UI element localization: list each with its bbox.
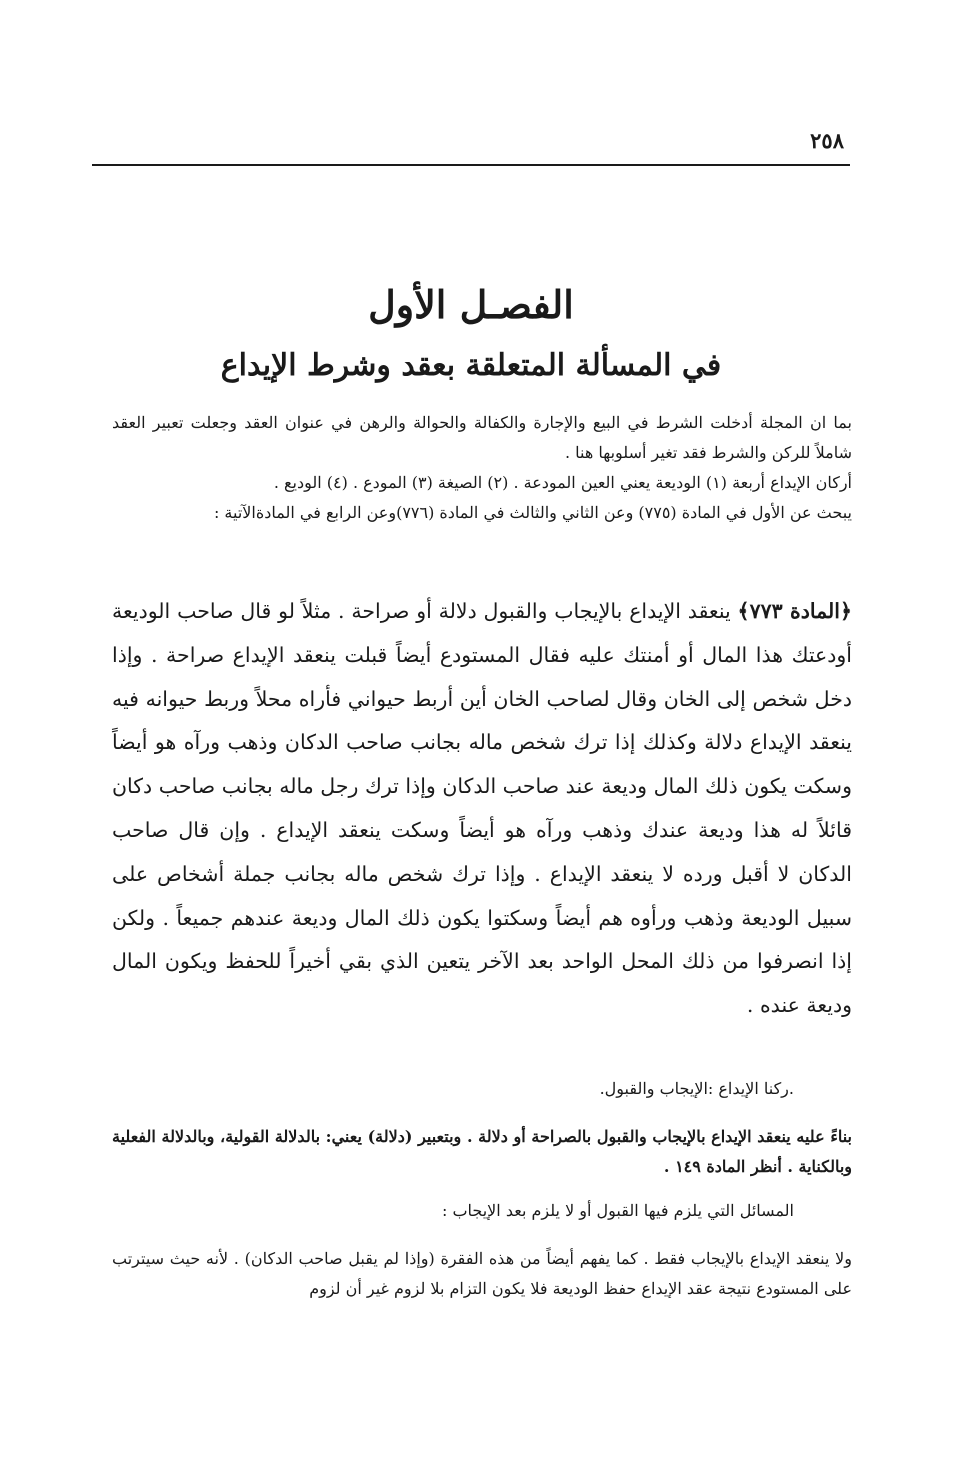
intro-paragraph: أركان الإيداع أربعة (١) الوديعة يعني العين المودعة . (٢) الصيغة (٣) المودع . (٤) الوديع . [273, 473, 852, 492]
article-paragraph [112, 590, 852, 1028]
commentary-paragraph: ولا ينعقد الإيداع بالإيجاب فقط . كما يفهم أيضاً من هذه الفقرة (وإذا لم يقبل صاحب الدكان) . لأنه حيث سيترتب على المستودع نتيجة عقد الإيداع حفظ الوديعة فلا يكون التزام بلا لزوم غير أن لزوم [112, 1249, 852, 1298]
article-text: ينعقد الإيداع بالإيجاب والقبول دلالة أو صراحة . مثلاً لو قال صاحب الوديعة أودعتك هذا المال أو أمنتك عليه فقال المستودع أيضاً قبلت ينعقد الإيداع صراحة . وإذا دخل شخص إلى الخان وقال لصاحب الخان أين أربط حيواني فأراه محلاً وربط حيوانه فيه ينعقد الإيداع دلالة وكذلك إذا ترك شخص ماله بجانب صاحب الدكان وذهب ورآه هو أيضاً وسكت يكون ذلك المال وديعة عند صاحب الدكان وإذا ترك رجل ماله بجانب صاحب دكان قائلاً له هذا وديعة عندك وذهب ورآه هو أيضاً وسكت ينعقد الإيداع . وإن قال صاحب الدكان لا أقبل ورده لا ينعقد الإيداع . وإذا ترك شخص ماله بجانب جملة أشخاص على سبيل الوديعة وذهب ورأوه هم أيضاً وسكتوا يكون ذلك المال وديعة عندهم جميعاً . ولكن إذا انصرفوا من ذلك المحل الواحد بعد الآخر يتعين الذي بقي أخيراً للحفظ ويكون المال وديعة عنده . [112, 599, 852, 1018]
commentary-paragraph: بناءً عليه ينعقد الإيداع بالإيجاب والقبول بالصراحة أو دلالة . وبتعبير (دلالة) يعني: بالدلالة القولية، وبالدلالة الفعلية وبالكناية . أنظر المادة ١٤٩ . [112, 1127, 852, 1176]
intro-section [112, 408, 852, 528]
page-number: ٢٥٨ [810, 128, 844, 153]
commentary-heading: المسائل التي يلزم فيها القبول أو لا يلزم بعد الإيجاب : [441, 1201, 794, 1220]
commentary-section [112, 1074, 852, 1304]
header-rule [92, 164, 850, 166]
intro-paragraph: بما ان المجلة أدخلت الشرط في البيع والإجارة والكفالة والحوالة والرهن في عنوان العقد وجعلت تعبير العقد شاملاً للركن والشرط فقد تغير أسلوبها هنا . [112, 413, 852, 462]
article-section [112, 590, 852, 1028]
article-reference: ﴿المادة ٧٧٣﴾ [737, 599, 852, 623]
chapter-subtitle: في المسألة المتعلقة بعقد وشرط الإيداع [220, 348, 722, 383]
chapter-title: الفصـل الأول [368, 282, 574, 327]
intro-paragraph: يبحث عن الأول في المادة (٧٧٥) وعن الثاني والثالث في المادة (٧٧٦)وعن الرابع في المادةالآتية : [213, 503, 852, 522]
commentary-heading: .ركنا الإيداع :الإيجاب والقبول. [599, 1079, 794, 1098]
